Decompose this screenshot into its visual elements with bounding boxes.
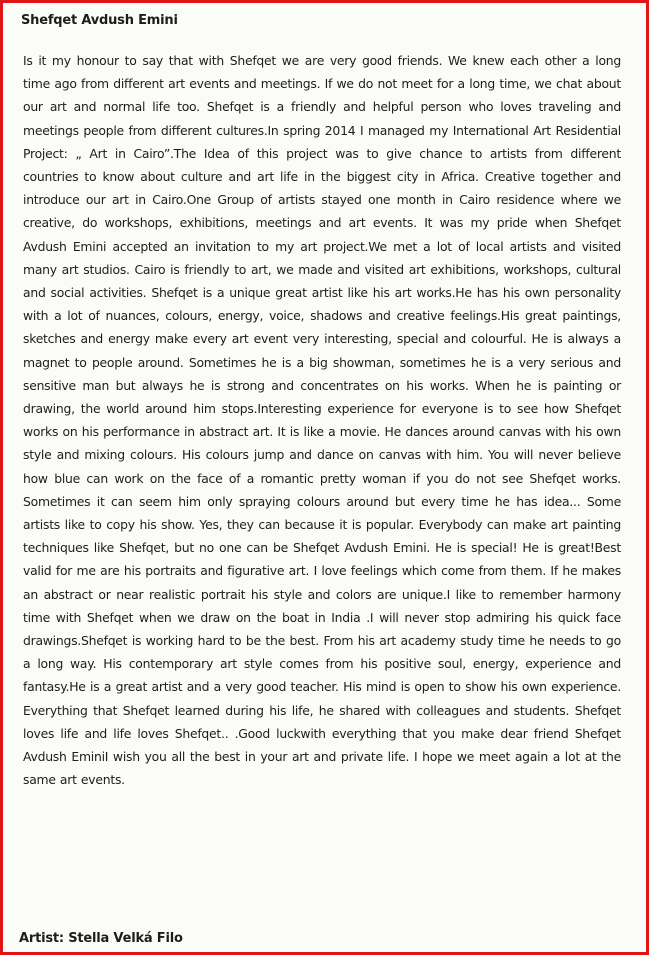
document-body: Is it my honour to say that with Shefqet we are very good friends. We knew each other a long time ago from different art events and meetings. If we do not meet for a long time, we chat about our art and normal life too. Shefqet is a friendly and helpful person who loves traveling and meetings people from different cultures.In spring 2014 I managed my International Art Residential Project: „ Art in Cairo”.The Idea of this project was to give chance to artists from different countries to know about culture and art life in the biggest city in Africa. Creative together and introduce our art in Cairo.One Group of artists stayed one month in Cairo residence where we creative, do workshops, exhibitions, meetings and art events. It was my pride when Shefqet Avdush Emini accepted an invitation to my art project.We met a lot of local artists and visited many art studios. Cairo is friendly to art, we made and visited art exhibitions, workshops, cultural and social activities. Shefqet is a unique great artist like his art works.He has his own personality with a lot of nuances, colours, energy, voice, shadows and creative feelings.His great paintings, sketches and energy make every art event very interesting, special and colourful. He is always a magnet to people around. Sometimes he is a big showman, sometimes he is a very serious and sensitive man but always he is strong and concentrates on his works. When he is painting or drawing, the world around him stops.Interesting experience for everyone is to see how Shefqet works on his performance in abstract art. It is like a movie. He dances around canvas with his own style and mixing colours. His colours jump and dance on canvas with him. You will never believe how blue can work on the face of a romantic pretty woman if you do not see Shefqet works. Sometimes it can seem him only spraying colours around but every time he has idea... Some artists like to copy his show. Yes, they can because it is popular. Everybody can make art painting techniques like Shefqet, but no one can be Shefqet Avdush Emini. He is special! He is great!Best valid for me are his portraits and figurative art. I love feelings which come from them. If he makes an abstract or near realistic portrait his style and colors are unique.I like to remember harmony time with Shefqet when we draw on the boat in India .I will never stop admiring his quick face drawings.Shefqet is working hard to be the best. From his art academy study time he needs to go a long way. His contemporary art style comes from his positive soul, energy, experience and fantasy.He is a great artist and a very good teacher. His mind is open to show his own experience. Everything that Shefqet learned during his life, he shared with colleagues and students. Shefqet loves life and life loves Shefqet.. .Good luckwith everything that you make dear friend Shefqet Avdush EminiI wish you all the best in your art and private life. I hope we meet again a lot at the same art events. xyxy=(23,53,621,788)
document-title: Shefqet Avdush Emini xyxy=(21,13,178,28)
artist-signature: Artist: Stella Velká Filo xyxy=(19,931,183,946)
